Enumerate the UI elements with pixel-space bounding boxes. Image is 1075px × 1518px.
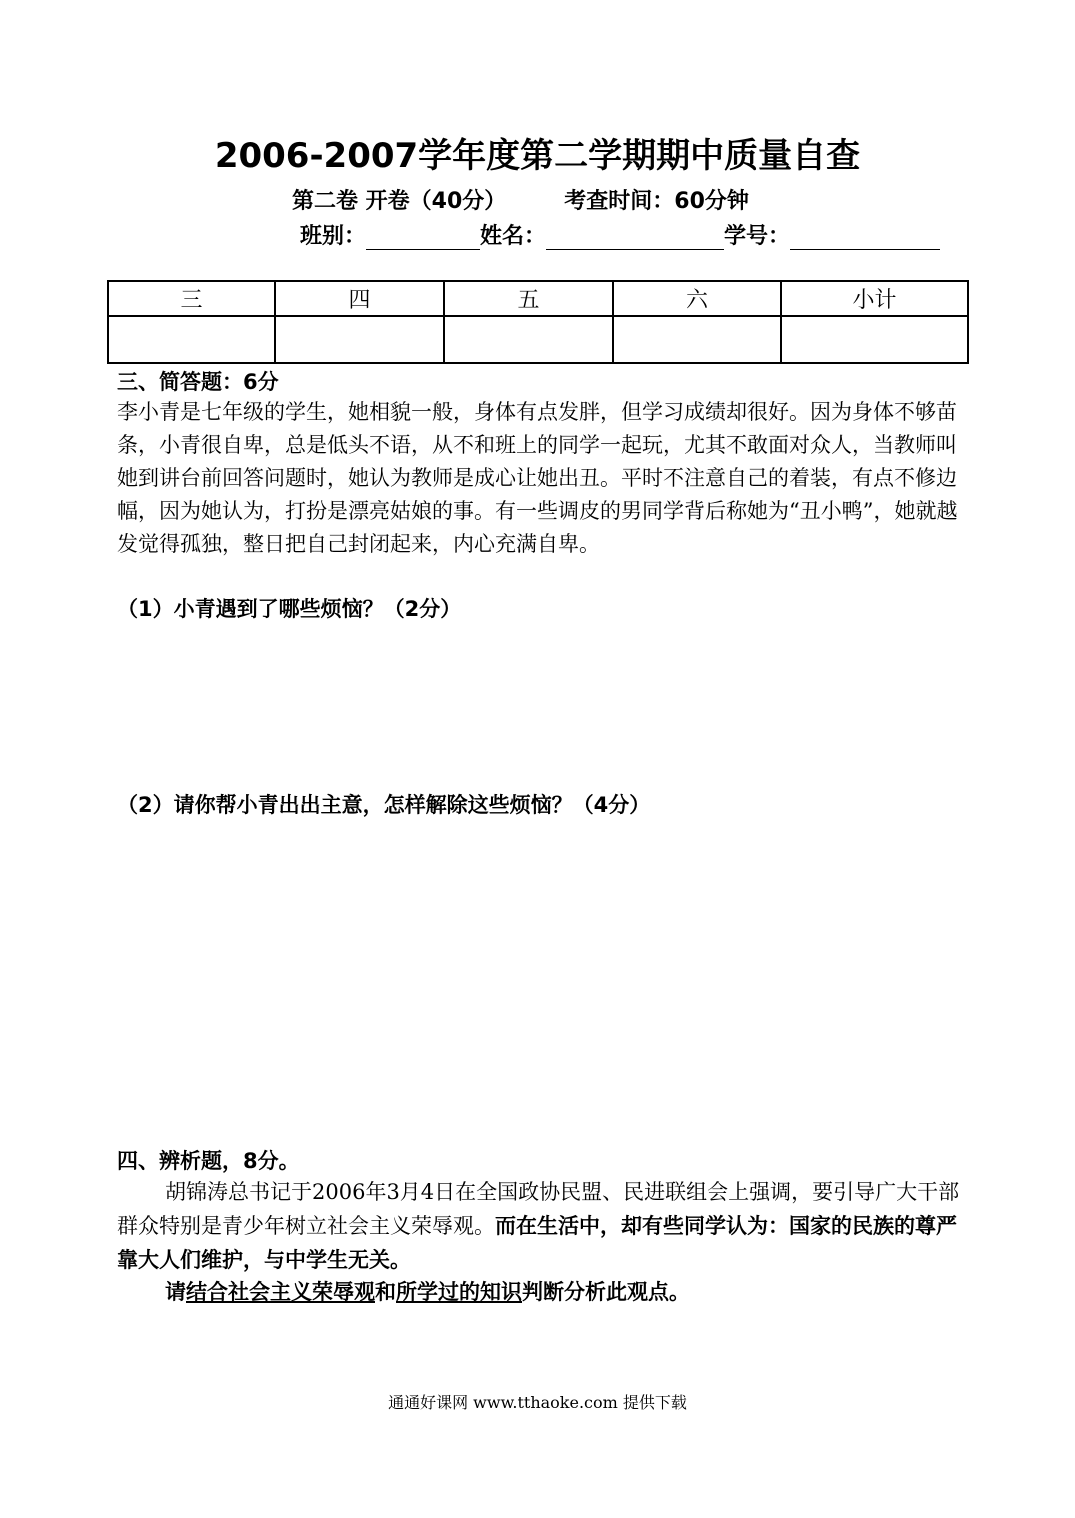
section-4-heading: 四、辨析题，8分。 (117, 1149, 300, 1173)
question-2: （2）请你帮小青出出主意，怎样解除这些烦恼？（4分） (117, 793, 651, 817)
student-info-line (300, 219, 940, 250)
class-field[interactable] (366, 227, 480, 250)
instruction-part-e: 判断分析此观点。 (522, 1279, 690, 1304)
score-table-header-row (108, 281, 968, 316)
volume-info: 第二卷 开卷（40分） (292, 189, 507, 214)
score-header-6: 六 (613, 281, 781, 316)
score-header-5: 五 (444, 281, 613, 316)
exam-duration: 考查时间：60分钟 (564, 189, 749, 214)
score-table-score-row (108, 316, 968, 363)
score-cell-6[interactable] (613, 316, 781, 363)
score-cell-3[interactable] (108, 316, 275, 363)
score-header-3: 三 (108, 281, 275, 316)
instruction-part-a: 请 (165, 1279, 186, 1304)
instruction-keyword-2: 所学过的知识 (396, 1279, 522, 1304)
student-id-field[interactable] (790, 227, 940, 250)
score-header-4: 四 (275, 281, 444, 316)
section-3-heading: 三、简答题：6分 (117, 370, 279, 394)
section-4-viewpoint: 而在生活中，却有些同学认为：国家的民族的尊严靠大人们维护，与中学生无关。 (117, 1213, 957, 1272)
class-label: 班别： (300, 224, 367, 249)
page-title: 2006-2007学年度第二学期期中质量自查 (214, 136, 861, 176)
section-4-statement: 胡锦涛总书记于2006年3月4日在全国政协民盟、民进联组会上强调，要引导广大干部群众特别是青少年树立社会主义荣辱观。 (117, 1180, 960, 1238)
score-cell-subtotal[interactable] (781, 316, 968, 363)
name-field[interactable] (546, 227, 724, 250)
exam-subtitle (292, 184, 749, 215)
name-label: 姓名： (480, 224, 547, 249)
section-3-passage: 李小青是七年级的学生，她相貌一般，身体有点发胖，但学习成绩却很好。因为身体不够苗条，小青很自卑，总是低头不语，从不和班上的同学一起玩，尤其不敢面对众人，当教师叫她到讲台前回答问题时，她认为教师是成心让她出丑。平时不注意自己的着装，有点不修边幅，因为她认为，打扮是漂亮姑娘的事。有一些调皮的男同学背后称她为“丑小鸭”，她就越发觉得孤独，整日把自己封闭起来，内心充满自卑。 (117, 400, 958, 556)
section-4-paragraph-1 (117, 1176, 962, 1277)
section-4-instruction (117, 1275, 962, 1308)
id-label: 学号： (724, 224, 791, 249)
question-1: （1）小青遇到了哪些烦恼？（2分） (117, 597, 462, 621)
instruction-part-c: 和 (375, 1279, 396, 1304)
score-header-subtotal: 小计 (781, 281, 968, 316)
score-cell-5[interactable] (444, 316, 613, 363)
score-cell-4[interactable] (275, 316, 444, 363)
score-table (107, 280, 969, 364)
instruction-keyword-1: 结合社会主义荣辱观 (186, 1279, 375, 1304)
footer-source: 通通好课网 www.tthaoke.com 提供下载 (388, 1393, 687, 1412)
